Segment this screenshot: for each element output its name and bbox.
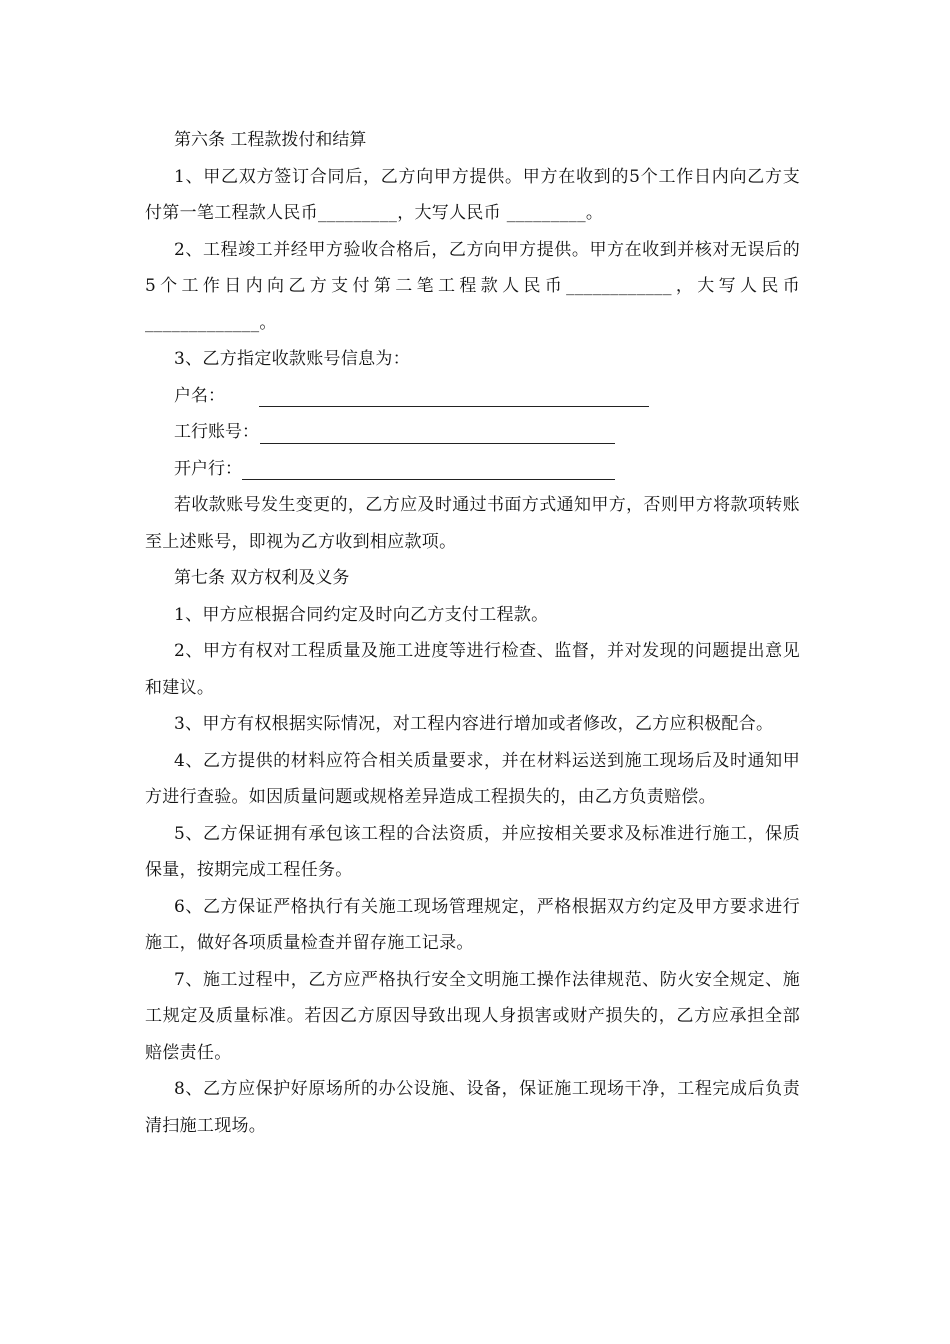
article7-item6: 6、乙方保证严格执行有关施工现场管理规定，严格根据双方约定及甲方要求进行施工，做好各项质量检查并留存施工记录。 <box>145 896 800 953</box>
article7-heading: 第七条 双方权利及义务 <box>174 568 350 588</box>
article6-item3: 3、乙方指定收款账号信息为： <box>174 349 411 369</box>
article7-item2: 2、甲方有权对工程质量及施工进度等进行检查、监督，并对发现的问题提出意见和建议。 <box>145 641 800 698</box>
account-name-blank <box>259 382 649 407</box>
article7-item8: 8、乙方应保护好原场所的办公设施、设备，保证施工现场干净，工程完成后负责清扫施工现场。 <box>145 1079 800 1136</box>
article7-item3: 3、甲方有权根据实际情况，对工程内容进行增加或者修改，乙方应积极配合。 <box>174 714 774 734</box>
article7-item1: 1、甲方应根据合同约定及时向乙方支付工程款。 <box>174 604 549 625</box>
article6-item2: 2、工程竣工并经甲方验收合格后，乙方向甲方提供。甲方在收到并核对无误后的5个工作日内向乙方支付第二笔工程款人民币____________，大写人民币_____________。 <box>145 239 800 333</box>
bank-line <box>145 451 800 488</box>
article7-item4: 4、乙方提供的材料应符合相关质量要求，并在材料运送到施工现场后及时通知甲方进行查验。如因质量问题或规格差异造成工程损失的，由乙方负责赔偿。 <box>145 750 800 807</box>
bank-blank <box>242 455 615 480</box>
article6-item1: 1、甲乙双方签订合同后，乙方向甲方提供。甲方在收到的5个工作日内向乙方支付第一笔工程款人民币_________，大写人民币 _________。 <box>145 166 800 223</box>
account-number-blank <box>260 419 615 444</box>
document-body <box>145 122 800 1144</box>
bank-label: 开户行： <box>174 458 242 479</box>
article6-heading: 第六条 工程款拨付和结算 <box>174 130 367 150</box>
account-name-label: 户名： <box>174 385 225 406</box>
article7-item7: 7、施工过程中，乙方应严格执行安全文明施工操作法律规范、防火安全规定、施工规定及质量标准。若因乙方原因导致出现人身损害或财产损失的，乙方应承担全部赔偿责任。 <box>145 969 800 1063</box>
account-number-line <box>145 414 800 451</box>
article7-item5: 5、乙方保证拥有承包该工程的合法资质，并应按相关要求及标准进行施工，保质保量，按期完成工程任务。 <box>145 823 800 880</box>
account-number-label: 工行账号： <box>174 422 259 442</box>
account-change-note: 若收款账号发生变更的，乙方应及时通过书面方式通知甲方，否则甲方将款项转账至上述账号，即视为乙方收到相应款项。 <box>145 495 800 552</box>
account-name-line <box>145 378 800 415</box>
